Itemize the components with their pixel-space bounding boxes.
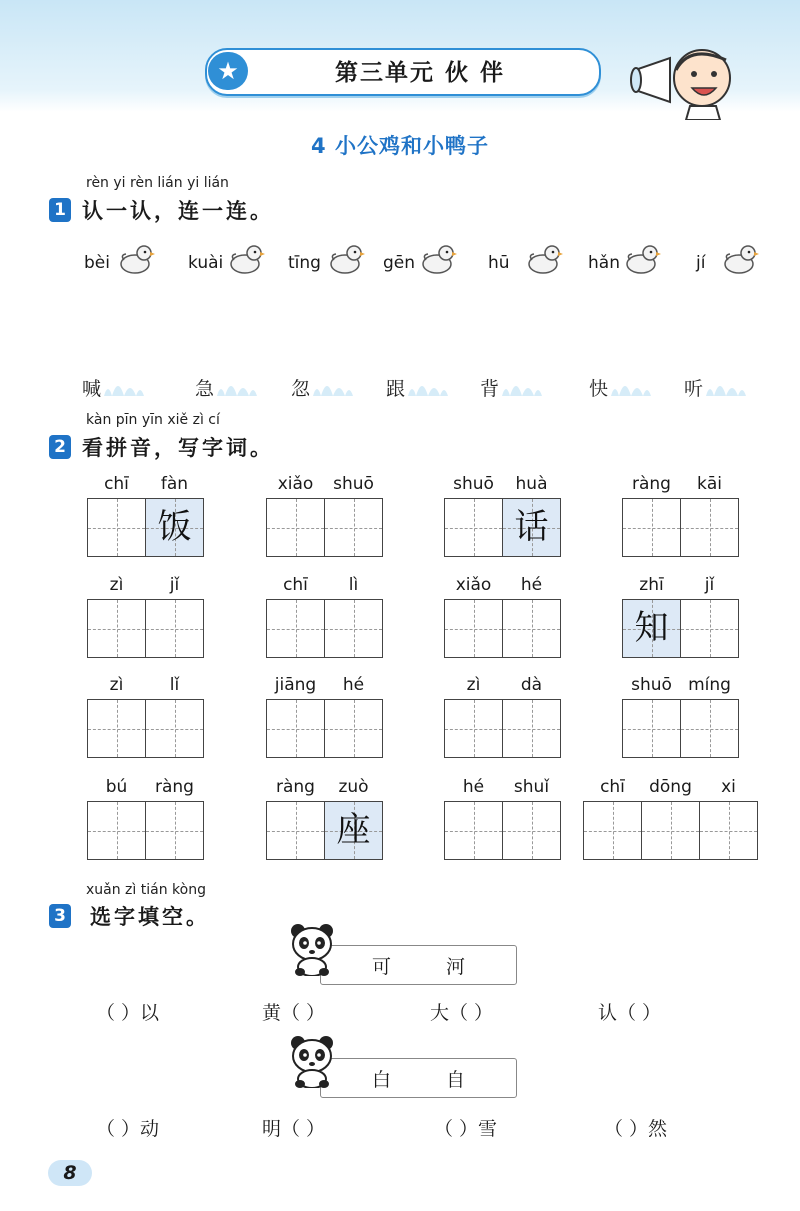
section1-pinyin: rèn yi rèn lián yi lián [86,175,229,191]
chick-icon [118,243,156,275]
fill-blank[interactable]: 认（ ） [598,1002,662,1024]
writing-cell[interactable] [680,498,739,557]
writing-cell[interactable] [87,498,146,557]
grid-pinyin: chī [104,474,129,494]
splash-icon [404,372,450,398]
lesson-title: 4 小公鸡和小鸭子 [311,134,489,158]
pinyin-item[interactable]: kuài [188,253,224,273]
splash-icon [309,372,355,398]
splash-icon [100,372,146,398]
grid-pinyin: huà [515,474,548,494]
grid-pinyin: bú [105,777,128,797]
grid-pinyin: zhī [639,575,664,595]
writing-grid [266,599,383,658]
grid-pinyin: shuō [333,474,374,494]
grid-pinyin: ràng [276,777,315,797]
grid-pinyin: fàn [160,474,189,494]
megaphone-boy-icon [630,40,740,120]
grid-pinyin: chī [600,777,625,797]
choice-char: 自 [446,1069,466,1091]
writing-cell[interactable] [266,801,325,860]
writing-cell[interactable] [87,599,146,658]
writing-cell[interactable] [502,801,561,860]
grid-pinyin: zuò [338,777,369,797]
grid-pinyin: jǐ [169,575,180,595]
grid-pinyin: jǐ [704,575,715,595]
writing-cell[interactable] [266,498,325,557]
pinyin-item[interactable]: hǎn [588,253,620,273]
chick-icon [526,243,564,275]
grid-pinyin: lǐ [169,675,180,695]
fill-blank[interactable]: （ ）以 [96,1002,160,1024]
grid-pinyin: dōng [649,777,692,797]
section3-pinyin: xuǎn zì tián kòng [86,882,206,898]
character-item[interactable]: 喊 [82,378,102,400]
grid-pinyin: zì [109,675,124,695]
writing-cell[interactable] [324,801,383,860]
pinyin-item[interactable]: hū [488,253,510,273]
fill-blank[interactable]: 大（ ） [430,1002,494,1024]
grid-pinyin: ràng [155,777,194,797]
splash-icon [607,372,653,398]
character-item[interactable]: 急 [195,378,215,400]
writing-grid [87,699,204,758]
writing-cell[interactable] [324,599,383,658]
writing-cell[interactable] [680,699,739,758]
writing-cell[interactable] [641,801,700,860]
chick-icon [624,243,662,275]
writing-cell[interactable] [444,498,503,557]
pinyin-item[interactable]: bèi [84,253,110,273]
writing-grid [444,699,561,758]
grid-pinyin: hé [342,675,365,695]
writing-cell[interactable] [145,498,204,557]
writing-cell[interactable] [444,801,503,860]
grid-pinyin: xiǎo [455,575,492,595]
pinyin-item[interactable]: jí [696,253,706,273]
pinyin-item[interactable]: tīng [288,253,321,273]
section1-title: 认一认，连一连。 [82,199,274,223]
character-item[interactable]: 听 [684,378,704,400]
writing-cell[interactable] [324,498,383,557]
grid-pinyin: ràng [632,474,671,494]
section2-title: 看拼音，写字词。 [82,436,274,460]
choice-char: 河 [446,956,466,978]
splash-icon [702,372,748,398]
writing-cell[interactable] [145,599,204,658]
grid-pinyin: zì [466,675,481,695]
choice-char: 可 [372,956,392,978]
writing-cell[interactable] [145,801,204,860]
writing-grid [444,801,561,860]
writing-grid [266,801,383,860]
writing-cell[interactable] [583,801,642,860]
fill-blank[interactable]: （ ）雪 [434,1118,498,1140]
writing-cell[interactable] [266,699,325,758]
grid-pinyin: shuǐ [513,777,550,797]
grid-pinyin: jiāng [274,675,317,695]
section3-title: 选字填空。 [90,905,210,929]
grid-pinyin: xi [721,777,736,797]
grid-pinyin: dà [520,675,543,695]
writing-grid [266,699,383,758]
grid-pinyin: míng [688,675,731,695]
prefilled-character: 座 [336,810,371,850]
unit-title: 第三单元 伙 伴 [334,60,505,86]
fill-blank[interactable]: 明（ ） [262,1118,326,1140]
character-item[interactable]: 背 [480,378,500,400]
fill-blank[interactable]: （ ）动 [96,1118,160,1140]
grid-pinyin: shuō [631,675,672,695]
writing-grid [87,599,204,658]
writing-cell[interactable] [622,599,681,658]
prefilled-character: 知 [634,608,669,648]
panda-icon [288,1034,336,1088]
grid-pinyin: hé [520,575,543,595]
chick-icon [328,243,366,275]
pinyin-item[interactable]: gēn [383,253,416,273]
writing-grid [583,801,758,860]
splash-icon [498,372,544,398]
writing-grid [444,599,561,658]
character-item[interactable]: 忽 [291,378,311,400]
section1-number: 1 [49,198,71,222]
writing-cell[interactable] [444,599,503,658]
grid-pinyin: hé [462,777,485,797]
writing-cell[interactable] [266,599,325,658]
grid-pinyin: zì [109,575,124,595]
choice-char: 白 [372,1069,392,1091]
writing-grid [622,699,739,758]
character-item[interactable]: 跟 [386,378,406,400]
writing-cell[interactable] [502,599,561,658]
writing-grid [266,498,383,557]
prefilled-character: 饭 [157,507,192,547]
chick-icon [228,243,266,275]
grid-pinyin: xiǎo [277,474,314,494]
fill-blank[interactable]: 黄（ ） [262,1002,326,1024]
chick-icon [420,243,458,275]
choice-box-1 [320,945,517,985]
grid-pinyin: shuō [453,474,494,494]
fill-blank[interactable]: （ ）然 [604,1118,668,1140]
grid-pinyin: lì [348,575,359,595]
writing-cell[interactable] [502,699,561,758]
choice-box-2 [320,1058,517,1098]
writing-cell[interactable] [444,699,503,758]
writing-cell[interactable] [87,699,146,758]
grid-pinyin: chī [283,575,308,595]
writing-cell[interactable] [622,498,681,557]
page-number: 8 [48,1160,92,1186]
character-item[interactable]: 快 [589,378,609,400]
grid-pinyin: kāi [697,474,722,494]
writing-cell[interactable] [622,699,681,758]
writing-cell[interactable] [680,599,739,658]
writing-grid [622,498,739,557]
section3-number: 3 [49,904,71,928]
writing-cell[interactable] [502,498,561,557]
writing-grid [622,599,739,658]
writing-cell[interactable] [699,801,758,860]
writing-grid [87,801,204,860]
writing-grid [444,498,561,557]
section2-number: 2 [49,435,71,459]
splash-icon [213,372,259,398]
writing-cell[interactable] [145,699,204,758]
prefilled-character: 话 [514,507,549,547]
writing-grid [87,498,204,557]
star-icon: ★ [208,52,248,90]
section2-pinyin: kàn pīn yīn xiě zì cí [86,412,220,428]
writing-cell[interactable] [87,801,146,860]
chick-icon [722,243,760,275]
panda-icon [288,922,336,976]
writing-cell[interactable] [324,699,383,758]
